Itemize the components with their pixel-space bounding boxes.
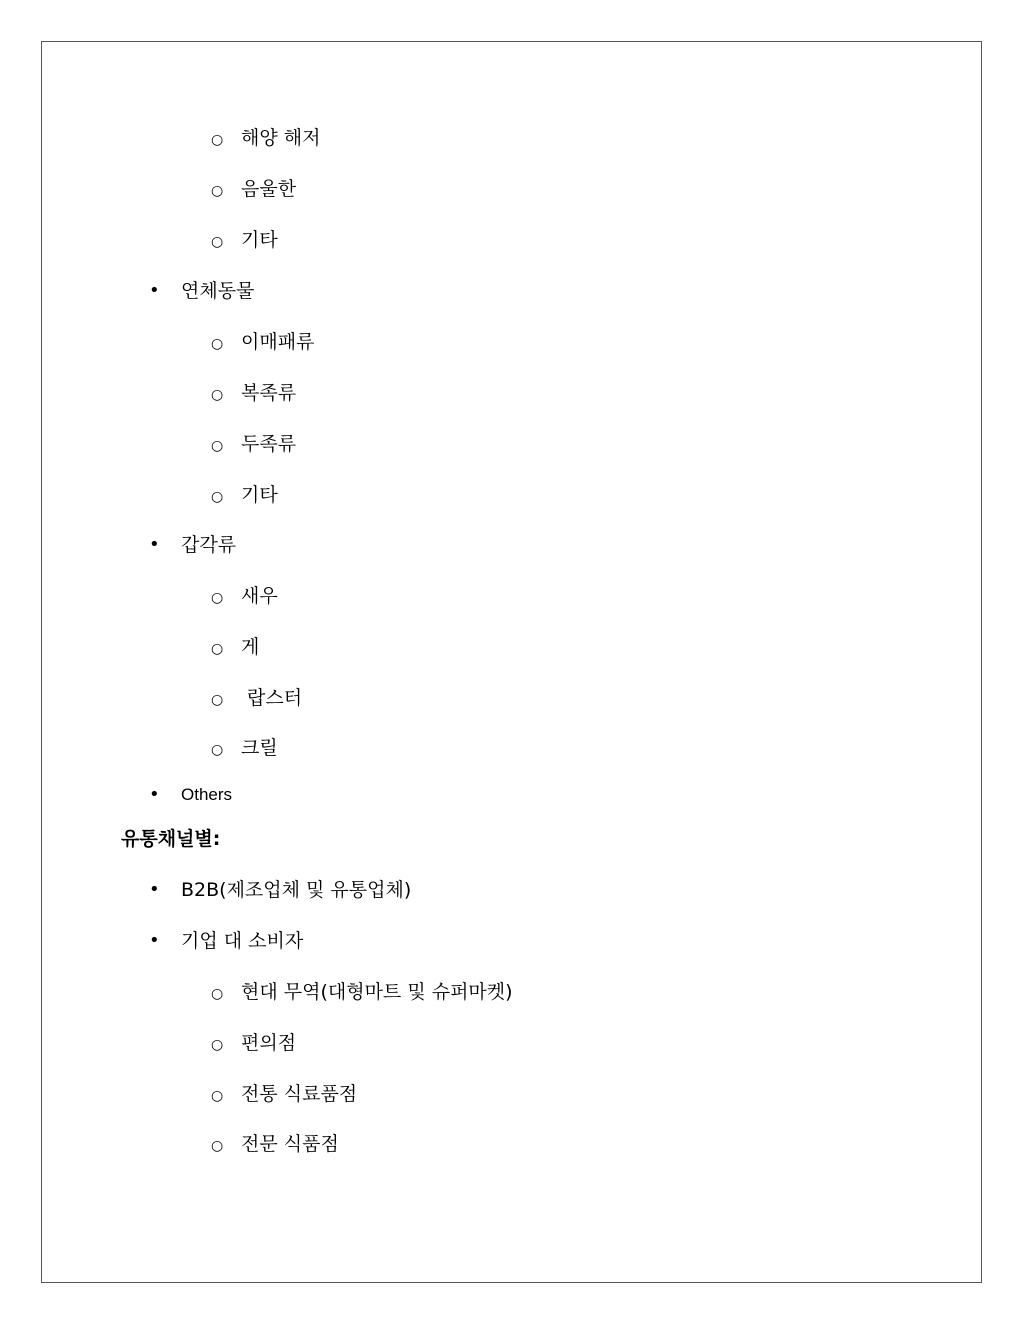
list-item-text: 음울한	[241, 178, 297, 200]
bullet-icon: •	[149, 879, 160, 900]
list-item-text: 현대 무역(대형마트 및 슈퍼마켓)	[241, 981, 513, 1003]
list-item-text: 연체동물	[181, 280, 255, 302]
list-item-text: 기업 대 소비자	[181, 930, 304, 952]
sub-bullet-icon: ○	[211, 590, 224, 606]
sub-bullet-icon: ○	[211, 438, 224, 454]
list-item-text: 전문 식품점	[241, 1133, 339, 1155]
bullet-icon: •	[149, 784, 160, 805]
list-item-text: 크릴	[241, 737, 278, 759]
list-item-text: 랍스터	[241, 687, 303, 709]
sub-bullet-icon: ○	[211, 742, 224, 758]
list-item-text: 복족류	[241, 382, 297, 404]
list-item-text: 기타	[241, 229, 278, 251]
sub-bullet-icon: ○	[211, 489, 224, 505]
sub-bullet-icon: ○	[211, 692, 224, 708]
list-item-text: 편의점	[241, 1032, 297, 1054]
bullet-icon: •	[149, 534, 160, 555]
list-item-text: 전통 식료품점	[241, 1083, 358, 1105]
sub-bullet-icon: ○	[211, 1088, 224, 1104]
sub-bullet-icon: ○	[211, 641, 224, 657]
sub-bullet-icon: ○	[211, 387, 224, 403]
sub-bullet-icon: ○	[211, 1138, 224, 1154]
list-item-text: 새우	[241, 585, 278, 607]
sub-bullet-icon: ○	[211, 234, 224, 250]
bullet-icon: •	[149, 930, 160, 951]
list-item-text: Others	[181, 785, 233, 804]
list-item-text: 기타	[241, 484, 278, 506]
sub-bullet-icon: ○	[211, 1037, 224, 1053]
list-item-text: 해양 해저	[241, 127, 321, 149]
sub-bullet-icon: ○	[211, 336, 224, 352]
bullet-icon: •	[149, 280, 160, 301]
list-item-text: 갑각류	[181, 534, 237, 556]
page-frame	[41, 41, 982, 1283]
list-item-text: B2B(제조업체 및 유통업체)	[181, 879, 412, 901]
sub-bullet-icon: ○	[211, 986, 224, 1002]
sub-bullet-icon: ○	[211, 132, 224, 148]
list-item-text: 이매패류	[241, 331, 315, 353]
sub-bullet-icon: ○	[211, 183, 224, 199]
list-item-text: 두족류	[241, 433, 297, 455]
list-item-text: 게	[241, 636, 260, 658]
section-heading-text: 유통채널별:	[121, 828, 221, 850]
